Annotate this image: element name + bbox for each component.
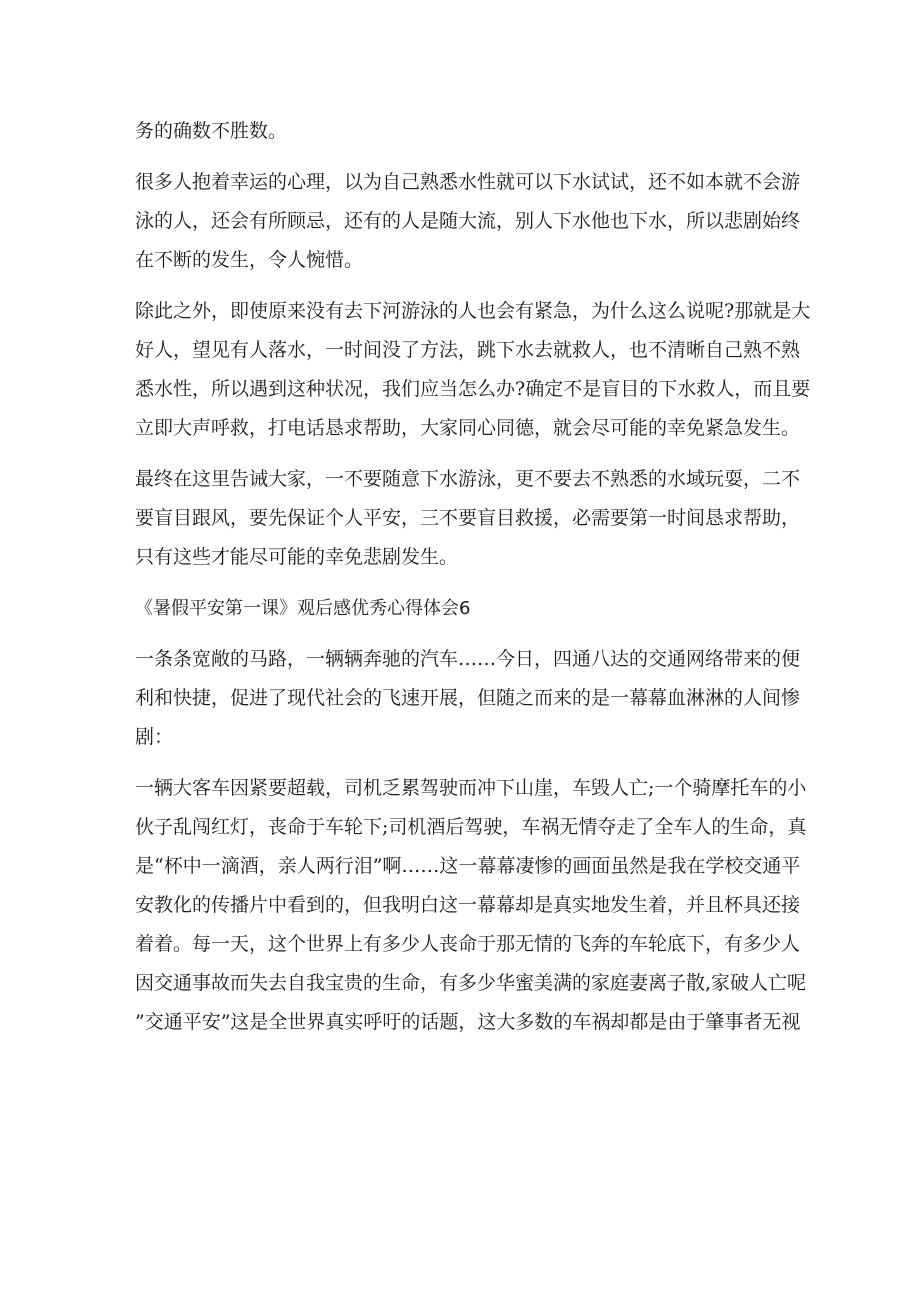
text-line: 立即大声呼救，打电话恳求帮助，大家同心同德，就会尽可能的幸免紧急发生。 <box>135 417 801 439</box>
text-line: 悉水性，所以遇到这种状况，我们应当怎么办?确定不是盲目的下水救人，而且要 <box>135 378 811 400</box>
section-heading <box>135 589 795 628</box>
paragraph <box>135 163 801 280</box>
text-line: 好人，望见有人落水，一时间没了方法，跳下水去就救人，也不清晰自己熟不熟 <box>135 339 801 361</box>
heading-text: 《暑假平安第一课》观后感优秀心得体会6 <box>135 598 471 619</box>
text-line: 是“杯中一滴酒，亲人两行泪”啊……这一幕幕凄惨的画面虽然是我在学校交通平 <box>135 855 801 877</box>
text-line: 很多人抱着幸运的心理，以为自己熟悉水性就可以下水试试，还不如本就不会游 <box>135 171 801 193</box>
text-line: 安教化的传播片中看到的，但我明白这一幕幕却是真实地发生着，并且杯具还接 <box>135 894 801 916</box>
text-line: 着着。每一天，这个世界上有多少人丧命于那无情的飞奔的车轮底下，有多少人 <box>135 933 801 955</box>
text-line: 一条条宽敞的马路，一辆辆奔驰的汽车……今日，四通八达的交通网络带来的便 <box>135 648 801 670</box>
text-line: ”交通平安”这是全世界真实呼吁的话题，这大多数的车祸却都是由于肇事者无视 <box>135 1011 801 1033</box>
text-line: 剧： <box>135 726 174 748</box>
text-line: 在不断的发生，令人惋惜。 <box>135 249 364 271</box>
text-line: 泳的人，还会有所顾忌，还有的人是随大流，别人下水他也下水，所以悲剧始终 <box>135 210 801 232</box>
paragraph <box>135 640 801 757</box>
text-line: 要盲目跟风，要先保证个人平安，三不要盲目救援，必需要第一时间恳求帮助， <box>135 507 801 529</box>
text-line: 一辆大客车因紧要超载，司机乏累驾驶而冲下山崖，车毁人亡;一个骑摩托车的小 <box>135 777 807 799</box>
text-line: 除此之外，即使原来没有去下河游泳的人也会有紧急，为什么这么说呢?那就是大 <box>135 300 811 322</box>
paragraph <box>135 292 811 448</box>
text-line: 务的确数不胜数。 <box>135 120 288 142</box>
paragraph <box>135 112 795 151</box>
text-line: 伙子乱闯红灯，丧命于车轮下;司机酒后驾驶，车祸无情夺走了全车人的生命，真 <box>135 816 807 838</box>
text-line: 利和快捷，促进了现代社会的飞速开展，但随之而来的是一幕幕血淋淋的人间惨 <box>135 687 801 709</box>
text-line: 因交通事故而失去自我宝贵的生命，有多少华蜜美满的家庭妻离子散,家破人亡呢 <box>135 972 807 994</box>
text-line: 只有这些才能尽可能的幸免悲剧发生。 <box>135 546 459 568</box>
paragraph <box>135 460 801 577</box>
paragraph <box>135 769 807 1042</box>
text-line: 最终在这里告诫大家，一不要随意下水游泳，更不要去不熟悉的水域玩耍，二不 <box>135 468 801 490</box>
document-body <box>135 112 811 1042</box>
